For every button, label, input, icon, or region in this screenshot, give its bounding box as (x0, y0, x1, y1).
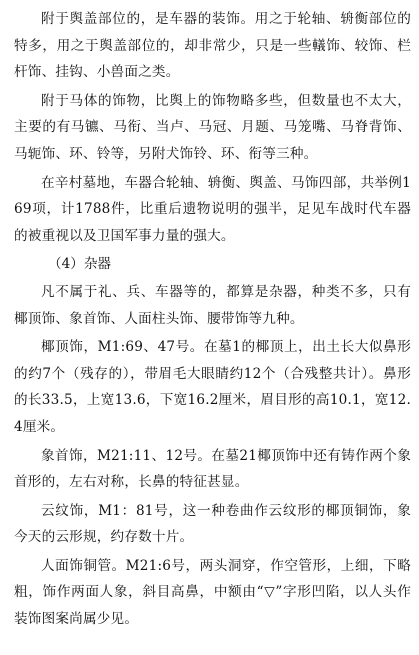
paragraph-cloud-pattern: 云纹饰，M1：81号，这一种卷曲作云纹形的椰顶铜饰，象今天的云形规，约存数十片。 (14, 502, 411, 546)
paragraph-xincun-summary: 在辛村墓地，车器合轮轴、辀衡、舆盖、马饰四部，共举例169项，计1788件，比重后遗物说明的强半，足见车战时代车器的被重视以及卫国军事力量的强大。 (14, 174, 411, 244)
paragraph-roof-ornament: 椰顶饰，M1:69、47号。在墓1的椰顶上，出土长大似鼻形的约7个（残存的），带眉毛大眼睛约12个（合残整共计）。鼻形的长33.5，上宽13.6，下宽16.2厘米，眉目形的高10.1，宽12.4厘米。 (14, 339, 411, 435)
section-heading-miscellaneous: （4）杂器 (48, 256, 112, 273)
paragraph-elephant-head: 象首饰，M21:11、12号。在墓21椰顶饰中还有铸作两个象首形的，左右对称，长鼻的特征甚显。 (14, 447, 411, 491)
paragraph-human-face-tube: 人面饰铜管。M21:6号，两头洞穿，作空管形，上细，下略粗，饰作两面人象，斜目高鼻，中额由“▽”字形凹陷，以人头作装饰图案尚属少见。 (14, 557, 411, 628)
paragraph-miscellaneous-intro: 凡不属于礼、兵、车器等的，都算是杂器，种类不多，只有椰顶饰、象首饰、人面柱头饰、腰带饰等九种。 (14, 283, 411, 327)
paragraph-horse-ornaments: 附于马体的饰物，比舆上的饰物略多些，但数量也不太大，主要的有马镳、马衔、当卢、马冠、月题、马笼嘴、马脊背饰、马轭饰、环、铃等，另附犬饰铃、环、衔等三种。 (14, 92, 411, 162)
paragraph-carriage-decoration: 附于舆盖部位的，是车器的装饰。用之于轮轴、辀衡部位的特多，用之于舆盖部位的，却非常少，只是一些轙饰、较饰、栏杆饰、挂钩、小兽面之类。 (14, 11, 411, 81)
